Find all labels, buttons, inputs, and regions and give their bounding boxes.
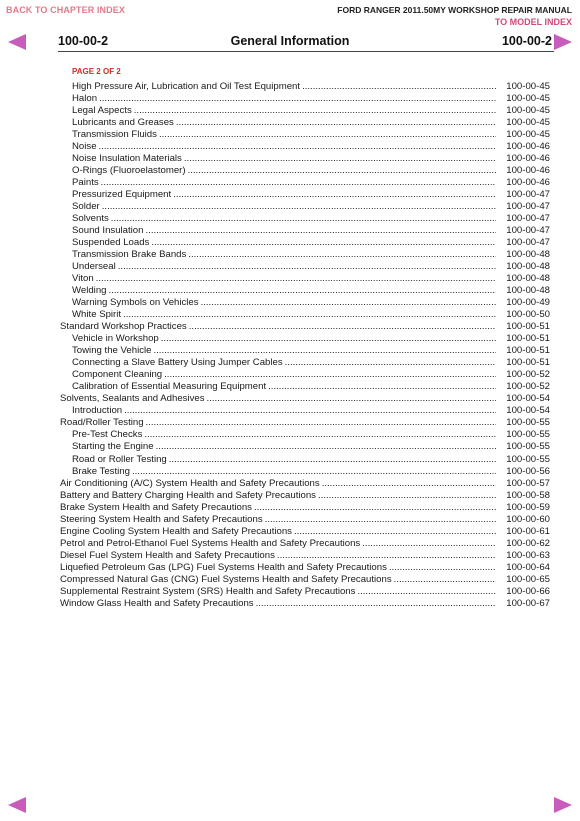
toc-leader-dots <box>99 141 496 153</box>
toc-leader-dots <box>145 225 496 237</box>
toc-entry-page: 100-00-47 <box>506 213 550 225</box>
toc-entry-page: 100-00-51 <box>506 357 550 369</box>
toc-entry-title: Component Cleaning <box>72 369 163 381</box>
toc-entry-page: 100-00-56 <box>506 465 550 477</box>
section-number-left: 100-00-2 <box>58 34 109 48</box>
toc-leader-dots <box>102 201 496 213</box>
toc-entry-title: Starting the Engine <box>72 441 154 453</box>
toc-entry-page: 100-00-45 <box>506 81 550 93</box>
toc-entry[interactable] <box>60 165 550 177</box>
toc-leader-dots <box>394 574 496 586</box>
toc-entry-page: 100-00-48 <box>506 261 550 273</box>
toc-entry[interactable] <box>60 453 550 465</box>
toc-entry-title: Underseal <box>72 261 116 273</box>
toc-entry-page: 100-00-52 <box>506 381 550 393</box>
toc-entry-title: Halon <box>72 93 98 105</box>
toc-leader-dots <box>109 285 497 297</box>
toc-entry[interactable] <box>60 261 550 273</box>
toc-leader-dots <box>294 526 496 538</box>
toc-entry[interactable] <box>60 189 550 201</box>
toc-entry[interactable] <box>60 550 550 562</box>
toc-entry-page: 100-00-67 <box>506 597 550 609</box>
toc-entry[interactable] <box>60 213 550 225</box>
toc-entry[interactable] <box>60 417 550 429</box>
to-model-index-link[interactable]: TO MODEL INDEX <box>494 17 572 27</box>
toc-leader-dots <box>164 369 496 381</box>
toc-entry[interactable] <box>60 309 550 321</box>
toc-entry[interactable] <box>60 345 550 357</box>
toc-entry-title: Supplemental Restraint System (SRS) Health and Safety Precautions <box>60 585 356 597</box>
toc-leader-dots <box>268 381 496 393</box>
toc-entry-page: 100-00-61 <box>506 525 550 537</box>
toc-entry[interactable] <box>60 333 550 345</box>
toc-entry[interactable] <box>60 586 550 598</box>
section-number-right: 100-00-2 <box>501 34 552 48</box>
toc-entry[interactable] <box>60 466 550 478</box>
toc-entry-page: 100-00-55 <box>506 417 550 429</box>
toc-leader-dots <box>156 441 496 453</box>
toc-entry-page: 100-00-55 <box>506 429 550 441</box>
toc-entry-title: Solvents <box>72 213 109 225</box>
toc-entry-title: Noise Insulation Materials <box>72 153 182 165</box>
toc-entry[interactable] <box>60 201 550 213</box>
toc-entry-title: O-Rings (Fluoroelastomer) <box>72 165 186 177</box>
toc-leader-dots <box>188 165 496 177</box>
toc-entry[interactable] <box>60 141 550 153</box>
toc-entry[interactable] <box>60 357 550 369</box>
arrow-right-icon[interactable] <box>554 797 572 813</box>
toc-entry-title: Warning Symbols on Vehicles <box>72 297 199 309</box>
toc-entry-page: 100-00-50 <box>506 309 550 321</box>
toc-entry-title: Diesel Fuel System Health and Safety Precautions <box>60 549 275 561</box>
toc-entry-title: Battery and Battery Charging Health and Safety Precautions <box>60 489 316 501</box>
page-title: General Information <box>230 34 350 48</box>
toc-entry-title: Paints <box>72 177 99 189</box>
toc-leader-dots <box>161 333 496 345</box>
toc-leader-dots <box>201 297 496 309</box>
toc-leader-dots <box>101 177 496 189</box>
toc-leader-dots <box>184 153 496 165</box>
toc-entry[interactable] <box>60 321 550 333</box>
toc-entry-title: Transmission Brake Bands <box>72 249 187 261</box>
toc-leader-dots <box>254 502 496 514</box>
toc-entry[interactable] <box>60 105 550 117</box>
toc-entry[interactable] <box>60 81 550 93</box>
toc-entry[interactable] <box>60 490 550 502</box>
toc-entry-title: Introduction <box>72 405 123 417</box>
toc-leader-dots <box>96 273 496 285</box>
toc-leader-dots <box>188 249 496 261</box>
toc-leader-dots <box>173 189 496 201</box>
toc-entry[interactable] <box>60 478 550 490</box>
toc-leader-dots <box>362 538 496 550</box>
toc-leader-dots <box>153 345 496 357</box>
toc-entry-page: 100-00-55 <box>506 453 550 465</box>
toc-entry-title: Viton <box>72 273 94 285</box>
toc-entry[interactable] <box>60 514 550 526</box>
toc-leader-dots <box>134 105 496 117</box>
toc-entry-title: Suspended Loads <box>72 237 150 249</box>
toc-entry-page: 100-00-51 <box>506 345 550 357</box>
toc-entry-title: Steering System Health and Safety Precautions <box>60 513 263 525</box>
toc-entry-page: 100-00-66 <box>506 585 550 597</box>
toc-entry-page: 100-00-49 <box>506 297 550 309</box>
toc-entry-page: 100-00-63 <box>506 549 550 561</box>
toc-entry-page: 100-00-60 <box>506 513 550 525</box>
back-to-chapter-index-link[interactable]: BACK TO CHAPTER INDEX <box>6 5 125 15</box>
toc-entry-title: Lubricants and Greases <box>72 117 174 129</box>
toc-entry[interactable] <box>60 598 550 610</box>
toc-entry-page: 100-00-48 <box>506 285 550 297</box>
toc-entry-title: Liquefied Petroleum Gas (LPG) Fuel Systems Health and Safety Precautions <box>60 561 387 573</box>
toc-entry-page: 100-00-64 <box>506 561 550 573</box>
toc-entry[interactable] <box>60 369 550 381</box>
toc-entry-page: 100-00-46 <box>506 153 550 165</box>
toc-entry-page: 100-00-55 <box>506 441 550 453</box>
toc-entry-page: 100-00-46 <box>506 165 550 177</box>
toc-leader-dots <box>256 598 496 610</box>
toc-entry-title: Legal Aspects <box>72 105 132 117</box>
toc-entry-title: Welding <box>72 285 107 297</box>
toc-entry-title: Pre-Test Checks <box>72 429 143 441</box>
toc-entry-title: Petrol and Petrol-Ethanol Fuel Systems Health and Safety Precautions <box>60 537 361 549</box>
toc-entry[interactable] <box>60 502 550 514</box>
toc-entry-page: 100-00-57 <box>506 477 550 489</box>
toc-entry[interactable] <box>60 429 550 441</box>
manual-title: FORD RANGER 2011.50MY WORKSHOP REPAIR MANUAL <box>337 5 572 15</box>
toc-leader-dots <box>99 93 496 105</box>
toc-leader-dots <box>176 117 496 129</box>
toc-entry-title: Solder <box>72 201 100 213</box>
toc-leader-dots <box>132 466 496 478</box>
toc-entry[interactable] <box>60 393 550 405</box>
toc-entry[interactable] <box>60 297 550 309</box>
toc-entry-page: 100-00-46 <box>506 177 550 189</box>
toc-leader-dots <box>322 478 496 490</box>
toc-entry[interactable] <box>60 93 550 105</box>
toc-entry[interactable] <box>60 538 550 550</box>
toc-leader-dots <box>118 261 496 273</box>
toc-entry[interactable] <box>60 237 550 249</box>
toc-leader-dots <box>318 490 496 502</box>
toc-leader-dots <box>159 129 496 141</box>
toc-entry[interactable] <box>60 526 550 538</box>
toc-entry-title: Noise <box>72 141 97 153</box>
toc-leader-dots <box>111 213 496 225</box>
table-of-contents <box>60 81 550 610</box>
toc-entry-title: Transmission Fluids <box>72 129 157 141</box>
toc-entry-title: Air Conditioning (A/C) System Health and Safety Precautions <box>60 477 320 489</box>
toc-entry-page: 100-00-45 <box>506 105 550 117</box>
toc-leader-dots <box>124 405 496 417</box>
toc-leader-dots <box>146 417 496 429</box>
toc-entry-page: 100-00-58 <box>506 489 550 501</box>
toc-entry-title: Window Glass Health and Safety Precautions <box>60 597 254 609</box>
toc-entry-page: 100-00-47 <box>506 189 550 201</box>
toc-entry[interactable] <box>60 562 550 574</box>
toc-leader-dots <box>151 237 496 249</box>
toc-entry-title: Pressurized Equipment <box>72 189 172 201</box>
toc-entry-title: White Spirit <box>72 309 122 321</box>
toc-entry[interactable] <box>60 381 550 393</box>
toc-entry-page: 100-00-52 <box>506 369 550 381</box>
toc-entry[interactable] <box>60 441 550 453</box>
toc-entry-page: 100-00-47 <box>506 201 550 213</box>
toc-entry-title: Towing the Vehicle <box>72 345 152 357</box>
toc-entry-title: Standard Workshop Practices <box>60 321 187 333</box>
toc-entry-page: 100-00-46 <box>506 141 550 153</box>
toc-leader-dots <box>169 454 496 466</box>
toc-entry-page: 100-00-59 <box>506 501 550 513</box>
toc-leader-dots <box>389 562 496 574</box>
toc-entry[interactable] <box>60 249 550 261</box>
toc-entry[interactable] <box>60 225 550 237</box>
arrow-left-icon[interactable] <box>8 797 26 813</box>
toc-entry-page: 100-00-48 <box>506 273 550 285</box>
toc-entry-page: 100-00-45 <box>506 117 550 129</box>
toc-entry-page: 100-00-45 <box>506 129 550 141</box>
toc-entry[interactable] <box>60 273 550 285</box>
toc-entry-title: Road/Roller Testing <box>60 417 144 429</box>
toc-leader-dots <box>285 357 496 369</box>
page-label: PAGE 2 OF 2 <box>72 67 121 76</box>
toc-entry-page: 100-00-47 <box>506 237 550 249</box>
toc-entry-title: High Pressure Air, Lubrication and Oil Test Equipment <box>72 81 301 93</box>
toc-entry-title: Solvents, Sealants and Adhesives <box>60 393 205 405</box>
toc-leader-dots <box>144 429 496 441</box>
toc-leader-dots <box>357 586 496 598</box>
toc-entry-page: 100-00-51 <box>506 321 550 333</box>
toc-entry[interactable] <box>60 117 550 129</box>
toc-entry-title: Compressed Natural Gas (CNG) Fuel Systems Health and Safety Precautions <box>60 573 392 585</box>
toc-entry[interactable] <box>60 285 550 297</box>
toc-entry-page: 100-00-45 <box>506 93 550 105</box>
header-divider <box>58 51 554 52</box>
toc-entry-page: 100-00-51 <box>506 333 550 345</box>
toc-leader-dots <box>123 309 496 321</box>
toc-entry-page: 100-00-48 <box>506 249 550 261</box>
toc-entry-title: Connecting a Slave Battery Using Jumper Cables <box>72 357 283 369</box>
toc-leader-dots <box>265 514 496 526</box>
toc-entry-page: 100-00-47 <box>506 225 550 237</box>
toc-entry-title: Sound Insulation <box>72 225 144 237</box>
toc-entry-page: 100-00-62 <box>506 537 550 549</box>
toc-leader-dots <box>189 321 496 333</box>
toc-entry[interactable] <box>60 153 550 165</box>
toc-entry-title: Engine Cooling System Health and Safety Precautions <box>60 525 292 537</box>
toc-leader-dots <box>302 81 496 93</box>
toc-entry[interactable] <box>60 129 550 141</box>
toc-entry-title: Brake Testing <box>72 465 130 477</box>
toc-entry[interactable] <box>60 405 550 417</box>
toc-entry-page: 100-00-65 <box>506 573 550 585</box>
toc-entry-title: Vehicle in Workshop <box>72 333 159 345</box>
toc-entry-page: 100-00-54 <box>506 405 550 417</box>
toc-entry-title: Brake System Health and Safety Precautions <box>60 501 252 513</box>
toc-entry[interactable] <box>60 574 550 586</box>
toc-entry-title: Calibration of Essential Measuring Equipment <box>72 381 267 393</box>
toc-entry-page: 100-00-54 <box>506 393 550 405</box>
toc-leader-dots <box>277 550 496 562</box>
toc-entry[interactable] <box>60 177 550 189</box>
toc-entry-title: Road or Roller Testing <box>72 453 167 465</box>
toc-leader-dots <box>207 393 496 405</box>
